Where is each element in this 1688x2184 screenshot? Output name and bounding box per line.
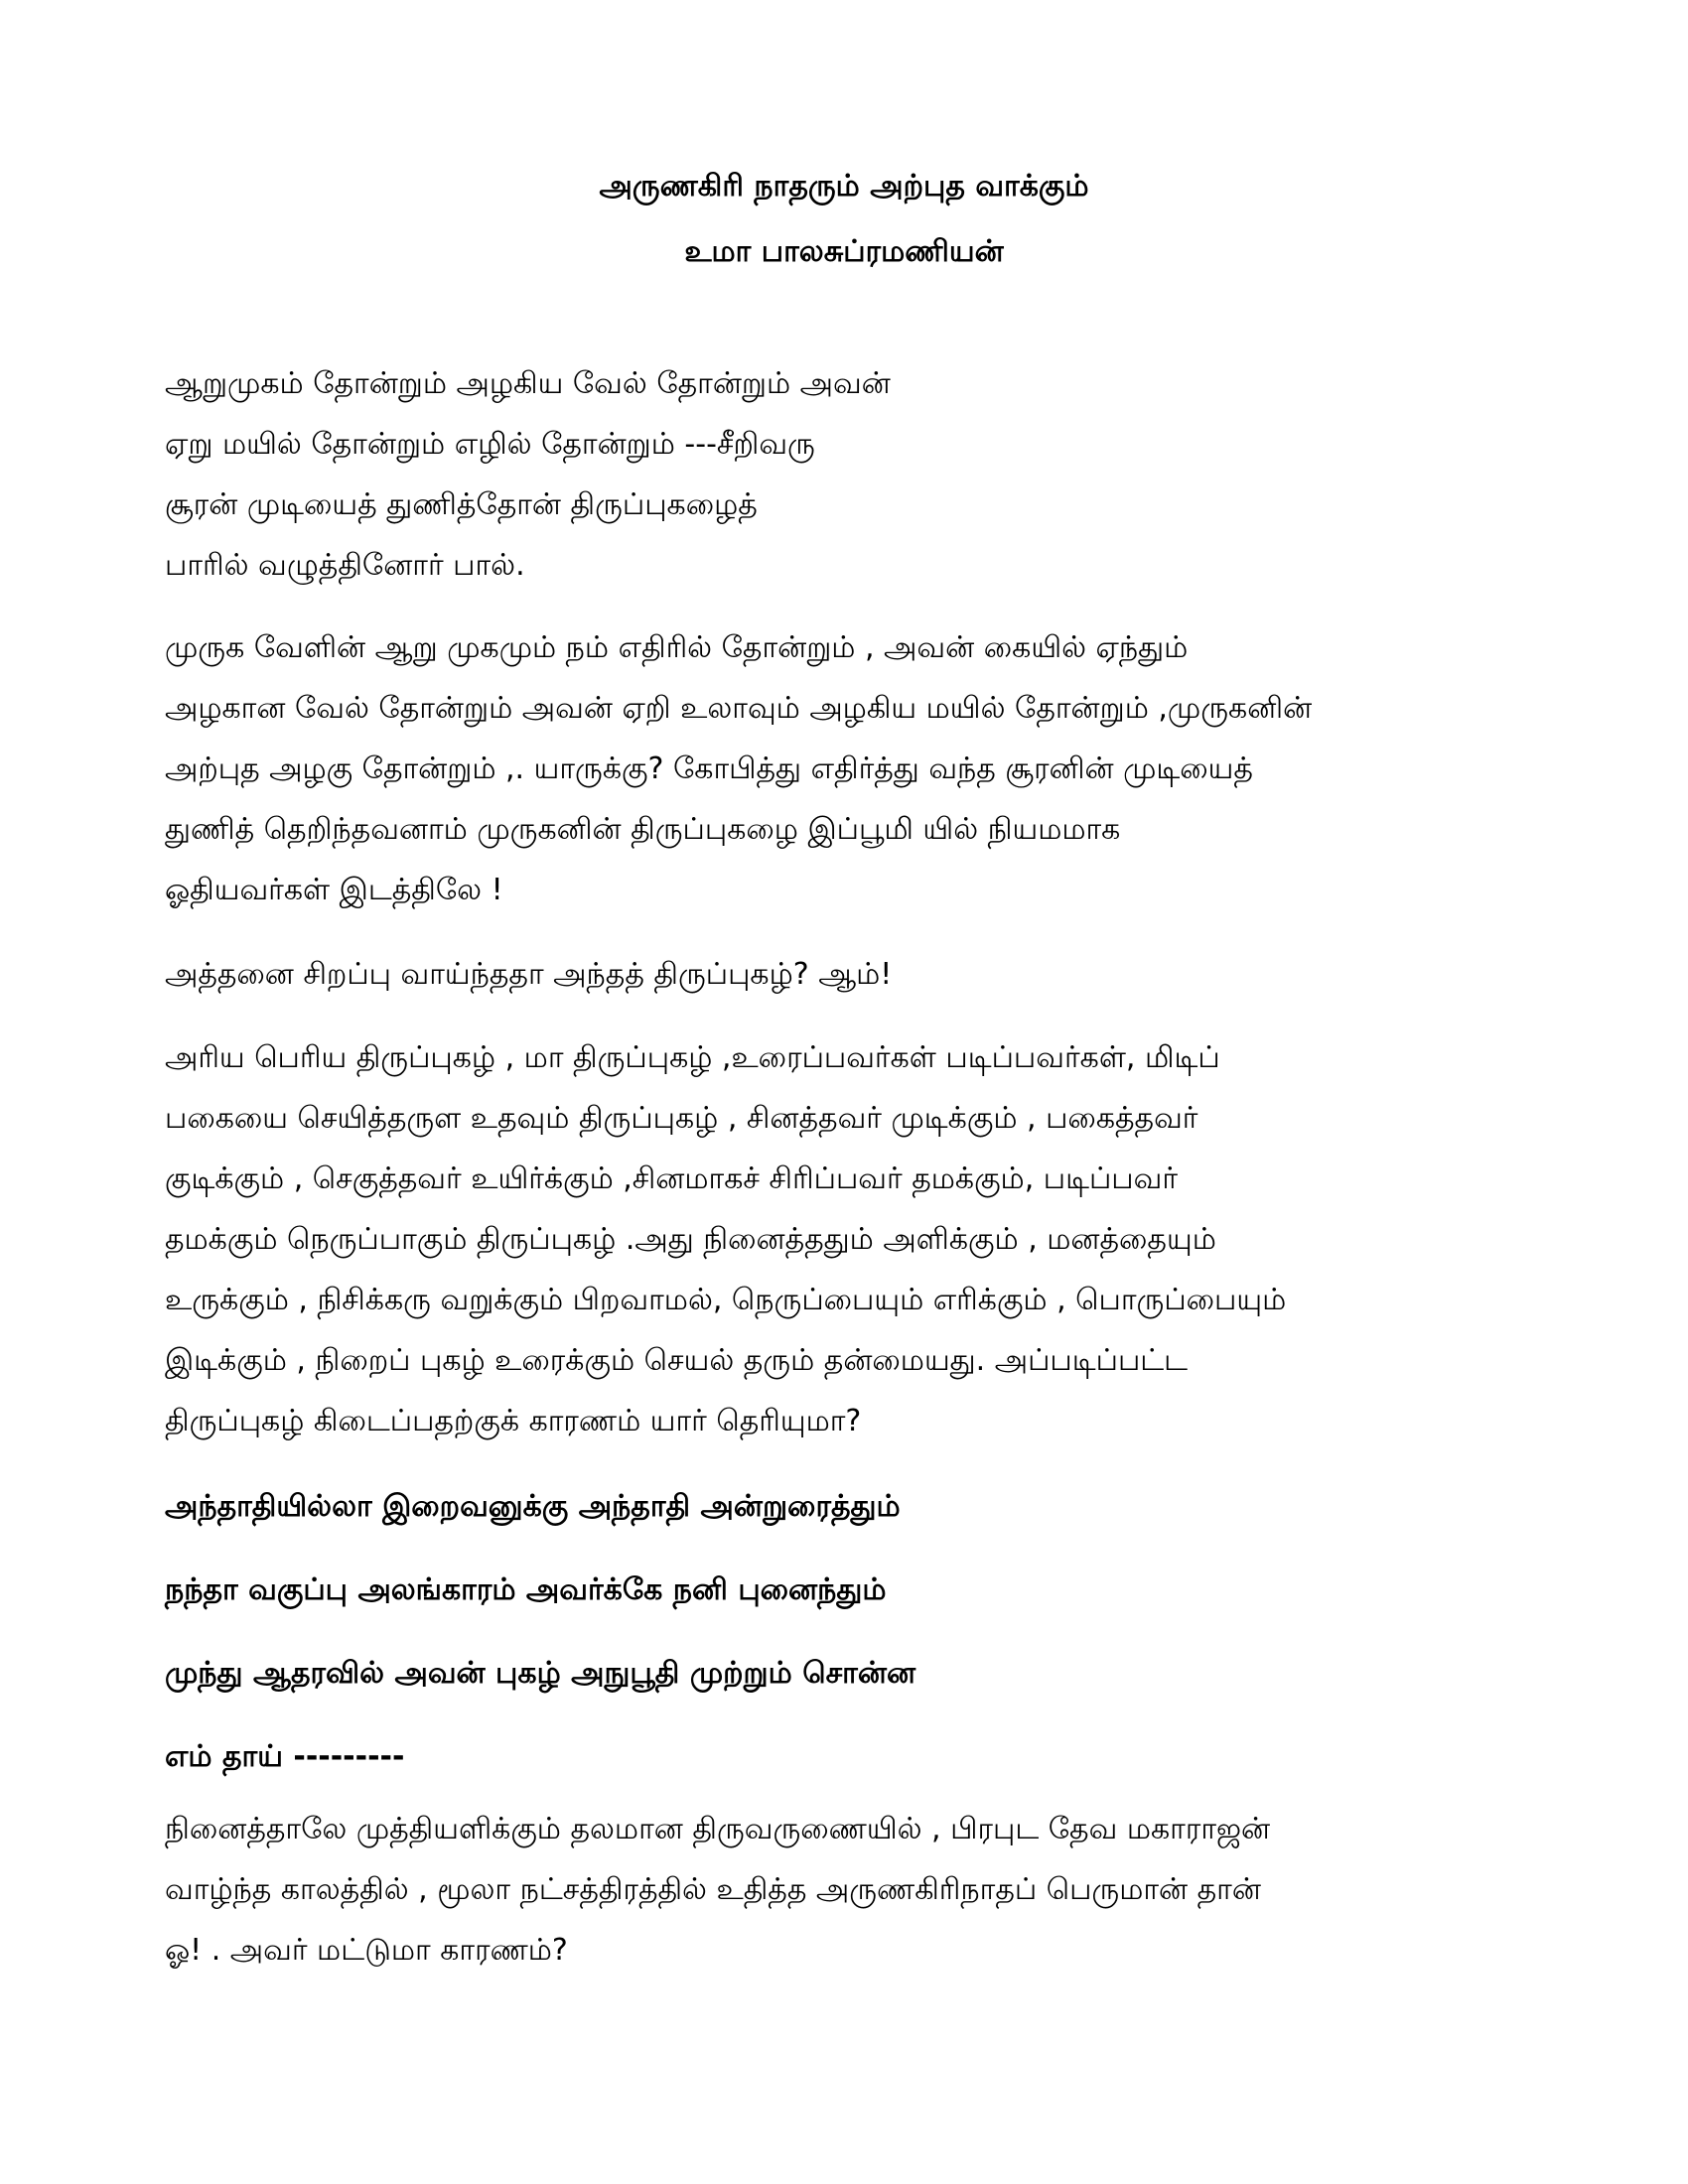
opening-verse [165, 353, 1545, 596]
paragraph-line: அத்தனை சிறப்பு வாய்ந்ததா அந்தத் திருப்புகழ்? ஆம்! [165, 957, 893, 992]
paragraph-line: இடிக்கும் , நிறைப் புகழ் உரைக்கும் செயல் தரும் தன்மையது. அப்படிப்பட்ட [165, 1343, 1189, 1378]
paragraph-line: அற்புத அழகு தோன்றும் ,. யாருக்கு? கோபித்து எதிர்த்து வந்த சூரனின் முடியைத் [165, 751, 1253, 786]
paragraph-4 [165, 1799, 1545, 1980]
verse-line: சூரன் முடியைத் துணித்தோன் திருப்புகழைத் [165, 487, 758, 522]
paragraph-line: அழகான வேல் தோன்றும் அவன் ஏறி உலாவும் அழகிய மயில் தோன்றும் ,முருகனின் [165, 691, 1313, 726]
paragraph-line: நினைத்தாலே முத்தியளிக்கும் தலமான திருவருணையில் , பிரபுட தேவ மகாராஜன் [165, 1812, 1271, 1846]
paragraph-line: பகையை செயித்தருள உதவும் திருப்புகழ் , சினத்தவர் முடிக்கும் , பகைத்தவர் [165, 1101, 1198, 1136]
paragraph-line: வாழ்ந்த காலத்தில் , மூலா நட்சத்திரத்தில் உதித்த அருணகிரிநாதப் பெருமான் தான் [165, 1872, 1261, 1907]
paragraph-line: குடிக்கும் , செகுத்தவர் உயிர்க்கும் ,சினமாகச் சிரிப்பவர் தமக்கும், படிப்பவர் [165, 1161, 1178, 1196]
paragraph-line: ஓ! . அவர் மட்டுமா காரணம்? [165, 1933, 568, 1968]
bold-verse-line: அந்தாதியில்லா இறைவனுக்கு அந்தாதி அன்றுரைத்தும் [165, 1489, 901, 1524]
paragraph-line: அரிய பெரிய திருப்புகழ் , மா திருப்புகழ் ,உரைப்பவர்கள் படிப்பவர்கள், மிடிப் [165, 1040, 1220, 1075]
document-title: அருணகிரி நாதரும் அற்புத வாக்கும் [599, 169, 1089, 204]
bold-verse-line: நந்தா வகுப்பு அலங்காரம் அவர்க்கே நனி புனைந்தும் [165, 1572, 887, 1607]
bold-verse-line: முந்து ஆதரவில் அவன் புகழ் அநுபூதி முற்றும் சொன்ன [165, 1656, 916, 1691]
paragraph-line: முருக வேளின் ஆறு முகமும் நம் எதிரில் தோன்றும் , அவன் கையில் ஏந்தும் [165, 630, 1189, 665]
verse-line: பாரில் வழுத்தினோர் பால். [165, 548, 525, 583]
verse-line: ஏறு மயில் தோன்றும் எழில் தோன்றும் ---சீறிவரு [165, 427, 815, 462]
paragraph-line: துணித் தெறிந்தவனாம் முருகனின் திருப்புகழை இப்பூமி யில் நியமமாக [165, 812, 1121, 847]
paragraph-2 [165, 944, 1545, 1005]
paragraph-line: ஓதியவர்கள் இடத்திலே ! [165, 873, 503, 907]
paragraph-line: திருப்புகழ் கிடைப்பதற்குக் காரணம் யார் தெரியுமா? [165, 1404, 862, 1438]
paragraph-3 [165, 1027, 1545, 1451]
paragraph-line: தமக்கும் நெருப்பாகும் திருப்புகழ் .அது நினைத்ததும் அளிக்கும் , மனத்தையும் [165, 1222, 1216, 1257]
paragraph-1 [165, 617, 1545, 920]
author-name: உமா பாலசுப்ரமணியன் [684, 234, 1004, 269]
verse-line: ஆறுமுகம் தோன்றும் அழகிய வேல் தோன்றும் அவன் [165, 366, 891, 401]
bold-verse [165, 1465, 1545, 1799]
bold-verse-line: எம் தாய் --------- [165, 1739, 405, 1774]
paragraph-line: உருக்கும் , நிசிக்கரு வறுக்கும் பிறவாமல், நெருப்பையும் எரிக்கும் , பொருப்பையும் [165, 1283, 1287, 1317]
